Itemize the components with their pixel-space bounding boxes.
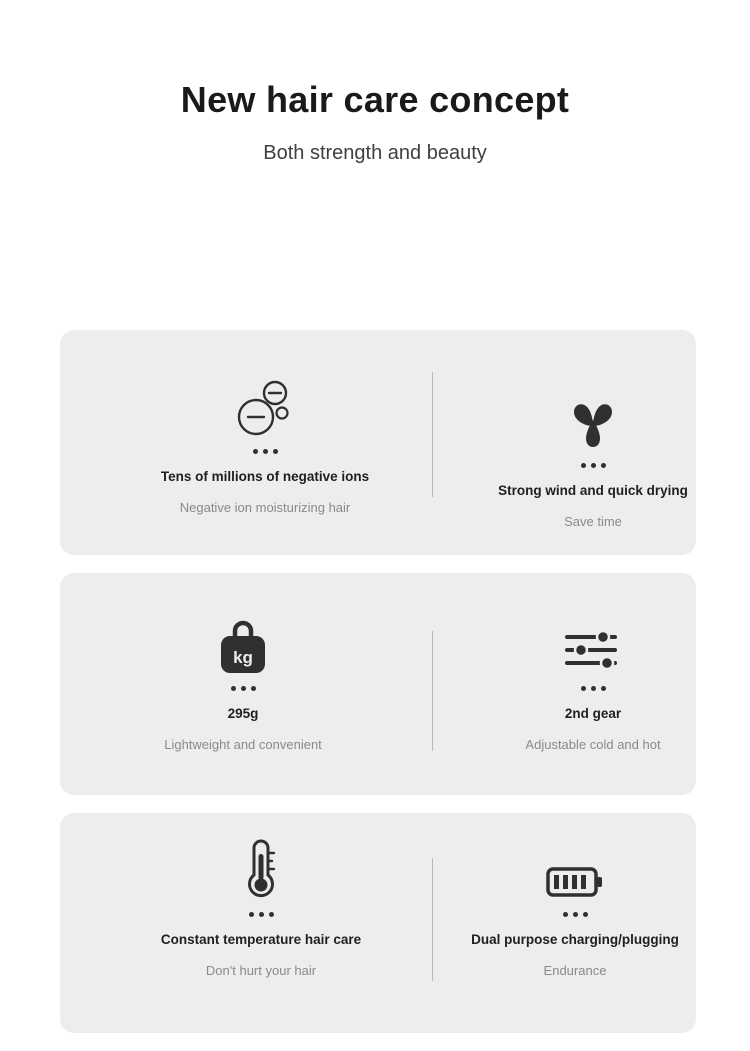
feature-subtitle: Lightweight and convenient [164, 737, 322, 752]
dots-decoration [410, 912, 696, 918]
battery-icon [410, 831, 696, 903]
feature-title: Tens of millions of negative ions [160, 469, 370, 484]
wind-drop-icon [428, 382, 696, 454]
weight-kg-icon [78, 605, 408, 677]
sliders-icon [428, 605, 696, 677]
feature-title: Dual purpose charging/plugging [471, 932, 679, 947]
feature-title: Constant temperature hair care [160, 932, 362, 947]
feature-cards [60, 330, 696, 1051]
svg-text:kg: kg [233, 648, 253, 667]
dots-decoration [428, 686, 696, 692]
feature-subtitle: Adjustable cold and hot [525, 737, 661, 752]
feature-block [100, 368, 430, 515]
feature-title: 2nd gear [564, 706, 622, 721]
dots-decoration [96, 912, 426, 918]
feature-block [78, 605, 408, 752]
feature-title: Strong wind and quick drying [498, 483, 688, 498]
dots-decoration [428, 463, 696, 469]
feature-subtitle: Don't hurt your hair [205, 963, 317, 978]
feature-block [96, 831, 426, 978]
feature-block [410, 831, 696, 978]
dots-decoration [78, 686, 408, 692]
feature-card [60, 573, 696, 795]
page-subtitle: Both strength and beauty [263, 142, 487, 165]
page-header [0, 0, 750, 165]
feature-card [60, 813, 696, 1033]
feature-block [428, 382, 696, 529]
feature-card [60, 330, 696, 555]
feature-subtitle: Save time [564, 514, 622, 529]
feature-title: 295g [227, 706, 259, 721]
feature-subtitle: Negative ion moisturizing hair [179, 500, 351, 515]
dots-decoration [100, 449, 430, 455]
page-title: New hair care concept [180, 79, 570, 120]
negative-ions-icon [100, 368, 430, 440]
thermometer-icon [96, 831, 426, 903]
feature-block [428, 605, 696, 752]
feature-subtitle: Endurance [543, 963, 607, 978]
